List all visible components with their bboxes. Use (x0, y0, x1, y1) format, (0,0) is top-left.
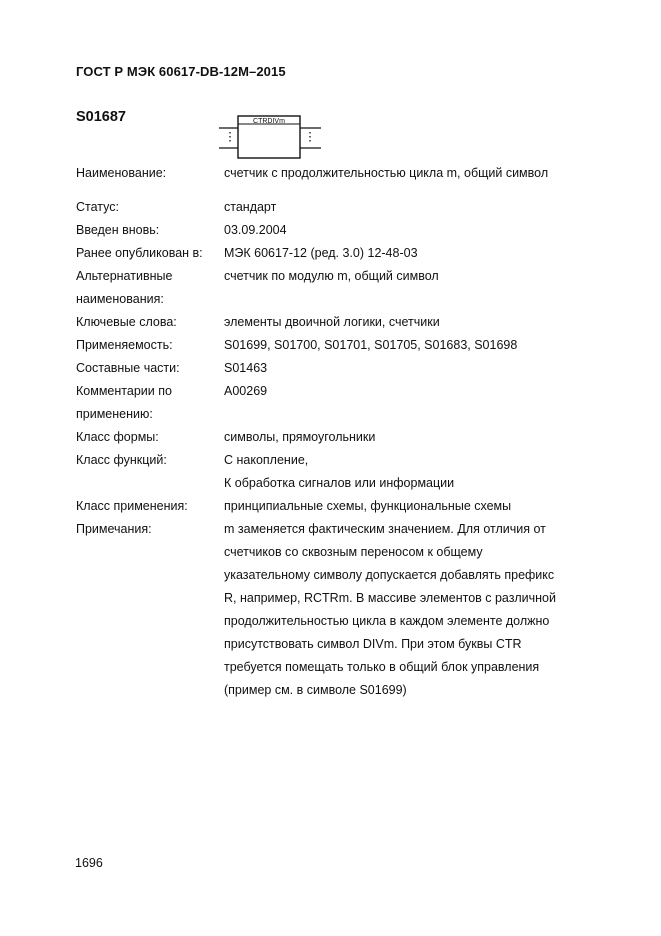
field-value: счетчик по модулю m, общий символ (224, 269, 439, 283)
field-value: S01699, S01700, S01701, S01705, S01683, S01698 (224, 338, 518, 352)
field-value: принципиальные схемы, функциональные схемы (224, 499, 512, 513)
field-value: S01463 (224, 361, 268, 375)
field-value: A00269 (224, 384, 268, 398)
field-label: Статус: (76, 200, 119, 214)
field-value: m заменяется фактическим значением. Для отличия от счетчиков со сквозным переносом к общему указательному символу допускается добавлять префикс R, например, RCTRm. В массиве элементов с различной продолжительностью цикла в каждом элементе должно присутствовать символ DIVm. При этом буквы CTR требуется помещать только в общий блок управления (пример см. в символе S01699) (224, 522, 556, 697)
symbol-code: S01687 (76, 109, 126, 125)
field-label: Альтернативные наименования: (76, 269, 173, 306)
field-label: Класс формы: (76, 430, 159, 444)
document-header: ГОСТ Р МЭК 60617-DB-12M–2015 (76, 64, 286, 79)
field-value: счетчик с продолжительностью цикла m, общий символ (224, 166, 549, 180)
counter-symbol-figure (219, 113, 321, 161)
page-number: 1696 (75, 856, 103, 870)
field-label: Ключевые слова: (76, 315, 177, 329)
field-label: Составные части: (76, 361, 180, 375)
field-label: Наименование: (76, 166, 167, 180)
field-label: Ранее опубликован в: (76, 246, 203, 260)
field-value: 03.09.2004 (224, 223, 287, 237)
field-value: МЭК 60617-12 (ред. 3.0) 12-48-03 (224, 246, 418, 260)
field-label: Применяемость: (76, 338, 173, 352)
field-label: Комментарии по применению: (76, 384, 172, 421)
field-label: Введен вновь: (76, 223, 160, 237)
field-value: символы, прямоугольники (224, 430, 376, 444)
field-label: Класс функций: (76, 453, 167, 467)
field-label: Класс применения: (76, 499, 188, 513)
field-value: стандарт (224, 200, 277, 214)
field-value: С накопление, К обработка сигналов или информации (224, 453, 455, 490)
symbol-label: CTRDIVm (253, 118, 285, 125)
field-value: элементы двоичной логики, счетчики (224, 315, 440, 329)
field-label: Примечания: (76, 522, 152, 536)
